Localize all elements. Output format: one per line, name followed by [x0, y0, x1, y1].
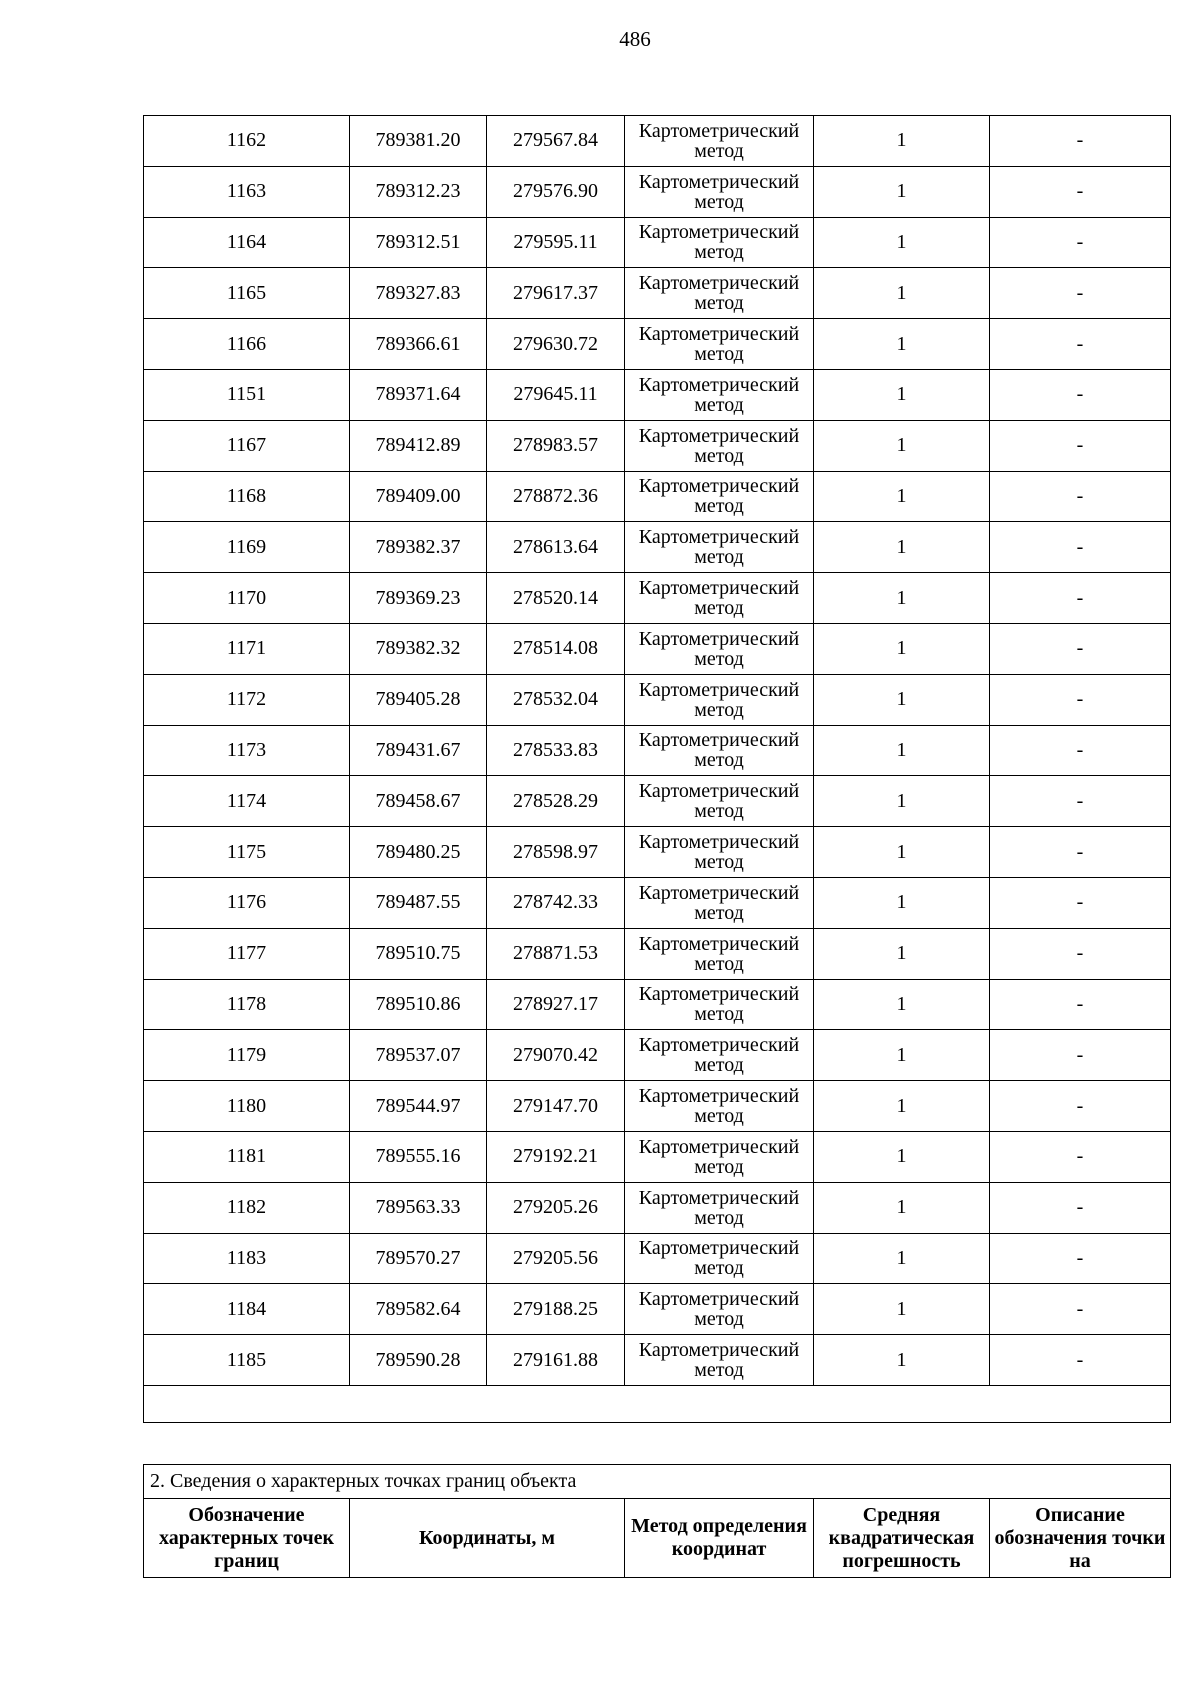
table-row	[144, 674, 1171, 725]
point-cell: 1177	[144, 928, 350, 979]
point-cell: 1182	[144, 1182, 350, 1233]
error-cell: 1	[814, 1131, 990, 1182]
description-cell: -	[990, 827, 1171, 878]
y-coordinate-cell: 278520.14	[487, 573, 625, 624]
error-cell: 1	[814, 725, 990, 776]
point-cell: 1162	[144, 116, 350, 167]
method-cell: Картометрический метод	[625, 1030, 814, 1081]
x-coordinate-cell: 789458.67	[350, 776, 487, 827]
description-cell: -	[990, 1030, 1171, 1081]
description-cell: -	[990, 877, 1171, 928]
method-cell: Картометрический метод	[625, 1131, 814, 1182]
point-cell: 1174	[144, 776, 350, 827]
point-cell: 1180	[144, 1081, 350, 1132]
y-coordinate-cell: 278871.53	[487, 928, 625, 979]
x-coordinate-cell: 789371.64	[350, 369, 487, 420]
error-cell: 1	[814, 1284, 990, 1335]
error-cell: 1	[814, 573, 990, 624]
table-row	[144, 1081, 1171, 1132]
x-coordinate-cell: 789570.27	[350, 1233, 487, 1284]
y-coordinate-cell: 279070.42	[487, 1030, 625, 1081]
y-coordinate-cell: 278598.97	[487, 827, 625, 878]
method-cell: Картометрический метод	[625, 573, 814, 624]
description-cell: -	[990, 725, 1171, 776]
point-cell: 1170	[144, 573, 350, 624]
description-cell: -	[990, 573, 1171, 624]
point-cell: 1164	[144, 217, 350, 268]
header-description: Описание обозначения точки на	[990, 1499, 1171, 1578]
y-coordinate-cell: 278613.64	[487, 522, 625, 573]
error-cell: 1	[814, 1182, 990, 1233]
error-cell: 1	[814, 471, 990, 522]
x-coordinate-cell: 789409.00	[350, 471, 487, 522]
y-coordinate-cell: 279192.21	[487, 1131, 625, 1182]
method-cell: Картометрический метод	[625, 1335, 814, 1386]
y-coordinate-cell: 279576.90	[487, 166, 625, 217]
x-coordinate-cell: 789382.37	[350, 522, 487, 573]
method-cell: Картометрический метод	[625, 268, 814, 319]
y-coordinate-cell: 279630.72	[487, 319, 625, 370]
error-cell: 1	[814, 877, 990, 928]
table-row	[144, 420, 1171, 471]
x-coordinate-cell: 789405.28	[350, 674, 487, 725]
error-cell: 1	[814, 979, 990, 1030]
point-cell: 1175	[144, 827, 350, 878]
description-cell: -	[990, 776, 1171, 827]
x-coordinate-cell: 789582.64	[350, 1284, 487, 1335]
table-row	[144, 1182, 1171, 1233]
table-row	[144, 217, 1171, 268]
error-cell: 1	[814, 116, 990, 167]
x-coordinate-cell: 789544.97	[350, 1081, 487, 1132]
y-coordinate-cell: 278927.17	[487, 979, 625, 1030]
y-coordinate-cell: 279147.70	[487, 1081, 625, 1132]
description-cell: -	[990, 166, 1171, 217]
y-coordinate-cell: 279617.37	[487, 268, 625, 319]
point-cell: 1166	[144, 319, 350, 370]
point-cell: 1181	[144, 1131, 350, 1182]
point-cell: 1172	[144, 674, 350, 725]
y-coordinate-cell: 278514.08	[487, 623, 625, 674]
description-cell: -	[990, 1284, 1171, 1335]
header-method: Метод определения координат	[625, 1499, 814, 1578]
description-cell: -	[990, 217, 1171, 268]
method-cell: Картометрический метод	[625, 420, 814, 471]
section2-header-row	[144, 1499, 1171, 1578]
description-cell: -	[990, 1131, 1171, 1182]
point-cell: 1169	[144, 522, 350, 573]
method-cell: Картометрический метод	[625, 674, 814, 725]
description-cell: -	[990, 319, 1171, 370]
empty-row	[144, 1385, 1171, 1422]
x-coordinate-cell: 789510.86	[350, 979, 487, 1030]
error-cell: 1	[814, 1335, 990, 1386]
point-cell: 1171	[144, 623, 350, 674]
error-cell: 1	[814, 1030, 990, 1081]
method-cell: Картометрический метод	[625, 623, 814, 674]
point-cell: 1168	[144, 471, 350, 522]
method-cell: Картометрический метод	[625, 1233, 814, 1284]
description-cell: -	[990, 1335, 1171, 1386]
description-cell: -	[990, 623, 1171, 674]
point-cell: 1176	[144, 877, 350, 928]
section2-title: 2. Сведения о характерных точках границ объекта	[144, 1465, 1171, 1499]
x-coordinate-cell: 789312.51	[350, 217, 487, 268]
description-cell: -	[990, 1081, 1171, 1132]
point-cell: 1179	[144, 1030, 350, 1081]
x-coordinate-cell: 789412.89	[350, 420, 487, 471]
header-error: Средняя квадратическая погрешность	[814, 1499, 990, 1578]
table-row	[144, 827, 1171, 878]
error-cell: 1	[814, 674, 990, 725]
point-cell: 1163	[144, 166, 350, 217]
point-cell: 1178	[144, 979, 350, 1030]
y-coordinate-cell: 279188.25	[487, 1284, 625, 1335]
table-row	[144, 1030, 1171, 1081]
coordinates-table	[143, 115, 1171, 1423]
description-cell: -	[990, 522, 1171, 573]
y-coordinate-cell: 278533.83	[487, 725, 625, 776]
x-coordinate-cell: 789555.16	[350, 1131, 487, 1182]
method-cell: Картометрический метод	[625, 1284, 814, 1335]
method-cell: Картометрический метод	[625, 116, 814, 167]
method-cell: Картометрический метод	[625, 166, 814, 217]
point-cell: 1165	[144, 268, 350, 319]
x-coordinate-cell: 789590.28	[350, 1335, 487, 1386]
table-row	[144, 166, 1171, 217]
method-cell: Картометрический метод	[625, 827, 814, 878]
error-cell: 1	[814, 827, 990, 878]
method-cell: Картометрический метод	[625, 725, 814, 776]
error-cell: 1	[814, 1233, 990, 1284]
point-cell: 1167	[144, 420, 350, 471]
method-cell: Картометрический метод	[625, 1182, 814, 1233]
error-cell: 1	[814, 522, 990, 573]
y-coordinate-cell: 279595.11	[487, 217, 625, 268]
section2-table	[143, 1464, 1171, 1578]
y-coordinate-cell: 279645.11	[487, 369, 625, 420]
x-coordinate-cell: 789537.07	[350, 1030, 487, 1081]
point-cell: 1183	[144, 1233, 350, 1284]
error-cell: 1	[814, 776, 990, 827]
method-cell: Картометрический метод	[625, 776, 814, 827]
method-cell: Картометрический метод	[625, 369, 814, 420]
table-row	[144, 776, 1171, 827]
error-cell: 1	[814, 928, 990, 979]
method-cell: Картометрический метод	[625, 471, 814, 522]
method-cell: Картометрический метод	[625, 1081, 814, 1132]
x-coordinate-cell: 789382.32	[350, 623, 487, 674]
table-row	[144, 979, 1171, 1030]
table-row	[144, 116, 1171, 167]
table-row	[144, 522, 1171, 573]
y-coordinate-cell: 278532.04	[487, 674, 625, 725]
x-coordinate-cell: 789563.33	[350, 1182, 487, 1233]
x-coordinate-cell: 789510.75	[350, 928, 487, 979]
description-cell: -	[990, 674, 1171, 725]
method-cell: Картометрический метод	[625, 217, 814, 268]
point-cell: 1184	[144, 1284, 350, 1335]
header-coordinates: Координаты, м	[350, 1499, 625, 1578]
empty-cell	[144, 1385, 1171, 1422]
description-cell: -	[990, 1233, 1171, 1284]
table-row	[144, 319, 1171, 370]
x-coordinate-cell: 789327.83	[350, 268, 487, 319]
table-row	[144, 1131, 1171, 1182]
y-coordinate-cell: 278742.33	[487, 877, 625, 928]
table-row	[144, 877, 1171, 928]
error-cell: 1	[814, 166, 990, 217]
table-row	[144, 1233, 1171, 1284]
description-cell: -	[990, 369, 1171, 420]
method-cell: Картометрический метод	[625, 928, 814, 979]
table-row	[144, 471, 1171, 522]
error-cell: 1	[814, 217, 990, 268]
y-coordinate-cell: 279161.88	[487, 1335, 625, 1386]
table-row	[144, 369, 1171, 420]
description-cell: -	[990, 471, 1171, 522]
method-cell: Картометрический метод	[625, 979, 814, 1030]
x-coordinate-cell: 789381.20	[350, 116, 487, 167]
error-cell: 1	[814, 369, 990, 420]
table-row	[144, 1284, 1171, 1335]
method-cell: Картометрический метод	[625, 877, 814, 928]
x-coordinate-cell: 789487.55	[350, 877, 487, 928]
y-coordinate-cell: 278983.57	[487, 420, 625, 471]
y-coordinate-cell: 278528.29	[487, 776, 625, 827]
section2-title-row	[144, 1465, 1171, 1499]
x-coordinate-cell: 789431.67	[350, 725, 487, 776]
table-row	[144, 725, 1171, 776]
description-cell: -	[990, 928, 1171, 979]
x-coordinate-cell: 789366.61	[350, 319, 487, 370]
description-cell: -	[990, 1182, 1171, 1233]
point-cell: 1151	[144, 369, 350, 420]
y-coordinate-cell: 279205.56	[487, 1233, 625, 1284]
method-cell: Картометрический метод	[625, 319, 814, 370]
table-row	[144, 623, 1171, 674]
error-cell: 1	[814, 268, 990, 319]
description-cell: -	[990, 116, 1171, 167]
error-cell: 1	[814, 420, 990, 471]
description-cell: -	[990, 268, 1171, 319]
description-cell: -	[990, 420, 1171, 471]
coordinates-table-body	[144, 116, 1171, 1423]
point-cell: 1173	[144, 725, 350, 776]
page-number: 486	[619, 27, 651, 51]
table-row	[144, 1335, 1171, 1386]
table-row	[144, 268, 1171, 319]
x-coordinate-cell: 789369.23	[350, 573, 487, 624]
method-cell: Картометрический метод	[625, 522, 814, 573]
error-cell: 1	[814, 319, 990, 370]
x-coordinate-cell: 789312.23	[350, 166, 487, 217]
y-coordinate-cell: 279567.84	[487, 116, 625, 167]
table-row	[144, 573, 1171, 624]
error-cell: 1	[814, 623, 990, 674]
error-cell: 1	[814, 1081, 990, 1132]
table-row	[144, 928, 1171, 979]
x-coordinate-cell: 789480.25	[350, 827, 487, 878]
description-cell: -	[990, 979, 1171, 1030]
y-coordinate-cell: 279205.26	[487, 1182, 625, 1233]
header-points: Обозначение характерных точек границ	[144, 1499, 350, 1578]
y-coordinate-cell: 278872.36	[487, 471, 625, 522]
point-cell: 1185	[144, 1335, 350, 1386]
